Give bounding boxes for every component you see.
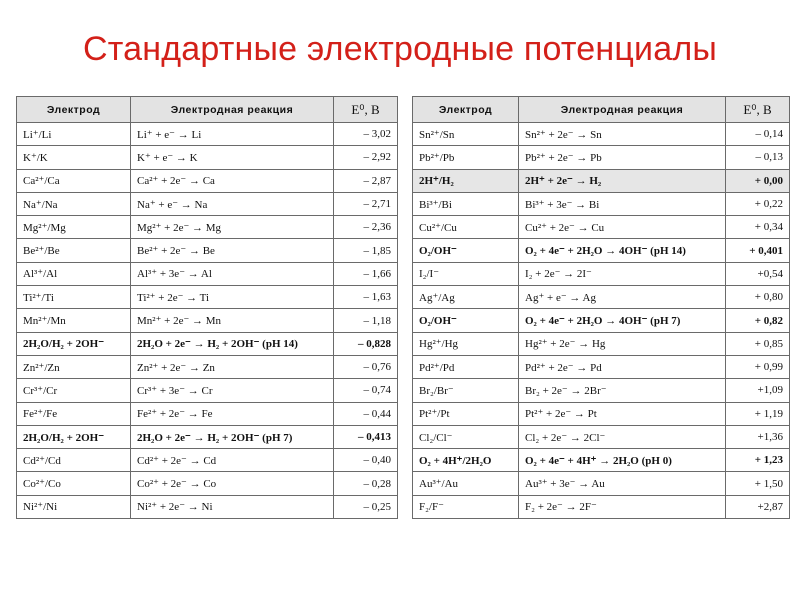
potential-cell: – 3,02	[334, 123, 398, 146]
table-row	[413, 146, 790, 169]
potential-cell: + 0,401	[726, 239, 790, 262]
header-potential: E⁰, В	[334, 97, 398, 123]
potential-cell: – 0,828	[334, 332, 398, 355]
electrode-cell: 2H⁺/H₂	[413, 169, 519, 192]
reaction-cell: Cd²⁺ + 2e⁻ → Cd	[131, 449, 334, 472]
electrode-cell: Cu²⁺/Cu	[413, 216, 519, 239]
electrode-cell: Cl₂/Cl⁻	[413, 425, 519, 448]
electrode-cell: Ca²⁺/Ca	[17, 169, 131, 192]
electrode-cell: 2H₂O/H₂ + 2OH⁻	[17, 425, 131, 448]
electrode-cell: O₂/OH⁻	[413, 239, 519, 262]
electrode-cell: Cd²⁺/Cd	[17, 449, 131, 472]
reaction-cell: Au³⁺ + 3e⁻ → Au	[519, 472, 726, 495]
reaction-cell: Mn²⁺ + 2e⁻ → Mn	[131, 309, 334, 332]
potential-cell: – 0,44	[334, 402, 398, 425]
reaction-cell: Ag⁺ + e⁻ → Ag	[519, 286, 726, 309]
table-row	[413, 402, 790, 425]
potential-cell: +0,54	[726, 262, 790, 285]
table-row	[413, 472, 790, 495]
reaction-cell: O₂ + 4e⁻ + 2H₂O → 4OH⁻ (pH 7)	[519, 309, 726, 332]
table-row	[413, 332, 790, 355]
reaction-cell: I₂ + 2e⁻ → 2I⁻	[519, 262, 726, 285]
reaction-cell: Cr³⁺ + 3e⁻ → Cr	[131, 379, 334, 402]
electrode-cell: Pd²⁺/Pd	[413, 355, 519, 378]
electrode-cell: Mg²⁺/Mg	[17, 216, 131, 239]
potential-cell: – 0,13	[726, 146, 790, 169]
potential-cell: – 2,92	[334, 146, 398, 169]
reaction-cell: 2H₂O + 2e⁻ → H₂ + 2OH⁻ (pH 7)	[131, 425, 334, 448]
electrode-cell: Fe²⁺/Fe	[17, 402, 131, 425]
potential-cell: +2,87	[726, 495, 790, 518]
reaction-cell: O₂ + 4e⁻ + 4H⁺ → 2H₂O (pH 0)	[519, 449, 726, 472]
potential-cell: – 1,85	[334, 239, 398, 262]
reaction-cell: Pd²⁺ + 2e⁻ → Pd	[519, 355, 726, 378]
table-row	[413, 216, 790, 239]
potential-cell: + 1,23	[726, 449, 790, 472]
potential-cell: + 0,82	[726, 309, 790, 332]
potential-cell: + 0,22	[726, 192, 790, 215]
table-row	[17, 402, 398, 425]
reaction-cell: Li⁺ + e⁻ → Li	[131, 123, 334, 146]
table-row	[17, 262, 398, 285]
table-row	[17, 169, 398, 192]
potential-cell: + 0,80	[726, 286, 790, 309]
electrode-cell: Pb²⁺/Pb	[413, 146, 519, 169]
table-row	[17, 379, 398, 402]
electrode-cell: Hg²⁺/Hg	[413, 332, 519, 355]
table-row	[413, 355, 790, 378]
reaction-cell: Na⁺ + e⁻ → Na	[131, 192, 334, 215]
electrode-cell: K⁺/K	[17, 146, 131, 169]
potential-cell: + 0,00	[726, 169, 790, 192]
potentials-table-left	[16, 96, 398, 519]
table-row	[413, 286, 790, 309]
reaction-cell: Al³⁺ + 3e⁻ → Al	[131, 262, 334, 285]
table-row	[17, 355, 398, 378]
potential-cell: – 1,66	[334, 262, 398, 285]
electrode-cell: I₂/I⁻	[413, 262, 519, 285]
reaction-cell: Co²⁺ + 2e⁻ → Co	[131, 472, 334, 495]
potentials-table-right	[412, 96, 790, 519]
electrode-cell: Cr³⁺/Cr	[17, 379, 131, 402]
reaction-cell: 2H⁺ + 2e⁻ → H₂	[519, 169, 726, 192]
table-row	[17, 146, 398, 169]
table-row	[17, 309, 398, 332]
reaction-cell: Fe²⁺ + 2e⁻ → Fe	[131, 402, 334, 425]
potential-cell: + 0,85	[726, 332, 790, 355]
table-header-row	[413, 97, 790, 123]
potential-cell: + 1,19	[726, 402, 790, 425]
potential-cell: – 0,25	[334, 495, 398, 518]
electrode-cell: Ni²⁺/Ni	[17, 495, 131, 518]
electrode-cell: Sn²⁺/Sn	[413, 123, 519, 146]
potential-cell: – 0,40	[334, 449, 398, 472]
potential-cell: – 2,71	[334, 192, 398, 215]
potential-cell: – 0,74	[334, 379, 398, 402]
reaction-cell: O₂ + 4e⁻ + 2H₂O → 4OH⁻ (pH 14)	[519, 239, 726, 262]
reaction-cell: F₂ + 2e⁻ → 2F⁻	[519, 495, 726, 518]
electrode-cell: Co²⁺/Co	[17, 472, 131, 495]
electrode-cell: Au³⁺/Au	[413, 472, 519, 495]
table-row	[413, 239, 790, 262]
header-reaction: Электродная реакция	[131, 97, 334, 123]
potential-cell: +1,09	[726, 379, 790, 402]
table-row	[413, 192, 790, 215]
table-row	[413, 169, 790, 192]
electrode-cell: Li⁺/Li	[17, 123, 131, 146]
reaction-cell: Mg²⁺ + 2e⁻ → Mg	[131, 216, 334, 239]
potential-cell: – 0,28	[334, 472, 398, 495]
electrode-cell: O₂ + 4H⁺/2H₂O	[413, 449, 519, 472]
electrode-cell: Mn²⁺/Mn	[17, 309, 131, 332]
table-row	[413, 425, 790, 448]
reaction-cell: Bi³⁺ + 3e⁻ → Bi	[519, 192, 726, 215]
potential-cell: – 2,36	[334, 216, 398, 239]
reaction-cell: Cu²⁺ + 2e⁻ → Cu	[519, 216, 726, 239]
table-row	[17, 192, 398, 215]
reaction-cell: Pb²⁺ + 2e⁻ → Pb	[519, 146, 726, 169]
header-potential: E⁰, В	[726, 97, 790, 123]
header-reaction: Электродная реакция	[519, 97, 726, 123]
electrode-cell: Ag⁺/Ag	[413, 286, 519, 309]
potential-cell: – 0,14	[726, 123, 790, 146]
reaction-cell: Cl₂ + 2e⁻ → 2Cl⁻	[519, 425, 726, 448]
table-row	[413, 449, 790, 472]
potential-cell: + 1,50	[726, 472, 790, 495]
electrode-cell: Ti²⁺/Ti	[17, 286, 131, 309]
table-row	[413, 123, 790, 146]
electrode-cell: Pt²⁺/Pt	[413, 402, 519, 425]
potential-cell: +1,36	[726, 425, 790, 448]
potential-cell: – 0,413	[334, 425, 398, 448]
table-row	[17, 239, 398, 262]
table-row	[17, 123, 398, 146]
reaction-cell: Sn²⁺ + 2e⁻ → Sn	[519, 123, 726, 146]
table-row	[17, 332, 398, 355]
reaction-cell: K⁺ + e⁻ → K	[131, 146, 334, 169]
reaction-cell: Hg²⁺ + 2e⁻ → Hg	[519, 332, 726, 355]
reaction-cell: Zn²⁺ + 2e⁻ → Zn	[131, 355, 334, 378]
reaction-cell: 2H₂O + 2e⁻ → H₂ + 2OH⁻ (pH 14)	[131, 332, 334, 355]
reaction-cell: Ti²⁺ + 2e⁻ → Ti	[131, 286, 334, 309]
table-row	[17, 286, 398, 309]
electrode-cell: F₂/F⁻	[413, 495, 519, 518]
electrode-cell: Bi³⁺/Bi	[413, 192, 519, 215]
table-row	[17, 495, 398, 518]
electrode-cell: Zn²⁺/Zn	[17, 355, 131, 378]
table-row	[413, 495, 790, 518]
electrode-cell: Na⁺/Na	[17, 192, 131, 215]
electrode-cell: 2H₂O/H₂ + 2OH⁻	[17, 332, 131, 355]
table-row	[17, 449, 398, 472]
potential-cell: – 1,18	[334, 309, 398, 332]
potential-cell: + 0,99	[726, 355, 790, 378]
page-title: Стандартные электродные потенциалы	[82, 30, 718, 68]
potential-cell: – 2,87	[334, 169, 398, 192]
reaction-cell: Pt²⁺ + 2e⁻ → Pt	[519, 402, 726, 425]
reaction-cell: Br₂ + 2e⁻ → 2Br⁻	[519, 379, 726, 402]
table-row	[413, 379, 790, 402]
table-header-row	[17, 97, 398, 123]
electrode-cell: Al³⁺/Al	[17, 262, 131, 285]
electrode-cell: O₂/OH⁻	[413, 309, 519, 332]
reaction-cell: Be²⁺ + 2e⁻ → Be	[131, 239, 334, 262]
potential-cell: – 1,63	[334, 286, 398, 309]
table-row	[413, 262, 790, 285]
reaction-cell: Ca²⁺ + 2e⁻ → Ca	[131, 169, 334, 192]
electrode-cell: Br₂/Br⁻	[413, 379, 519, 402]
potential-cell: – 0,76	[334, 355, 398, 378]
electrode-cell: Be²⁺/Be	[17, 239, 131, 262]
table-row	[17, 472, 398, 495]
header-electrode: Электрод	[17, 97, 131, 123]
table-row	[413, 309, 790, 332]
potential-cell: + 0,34	[726, 216, 790, 239]
header-electrode: Электрод	[413, 97, 519, 123]
table-row	[17, 425, 398, 448]
reaction-cell: Ni²⁺ + 2e⁻ → Ni	[131, 495, 334, 518]
table-row	[17, 216, 398, 239]
